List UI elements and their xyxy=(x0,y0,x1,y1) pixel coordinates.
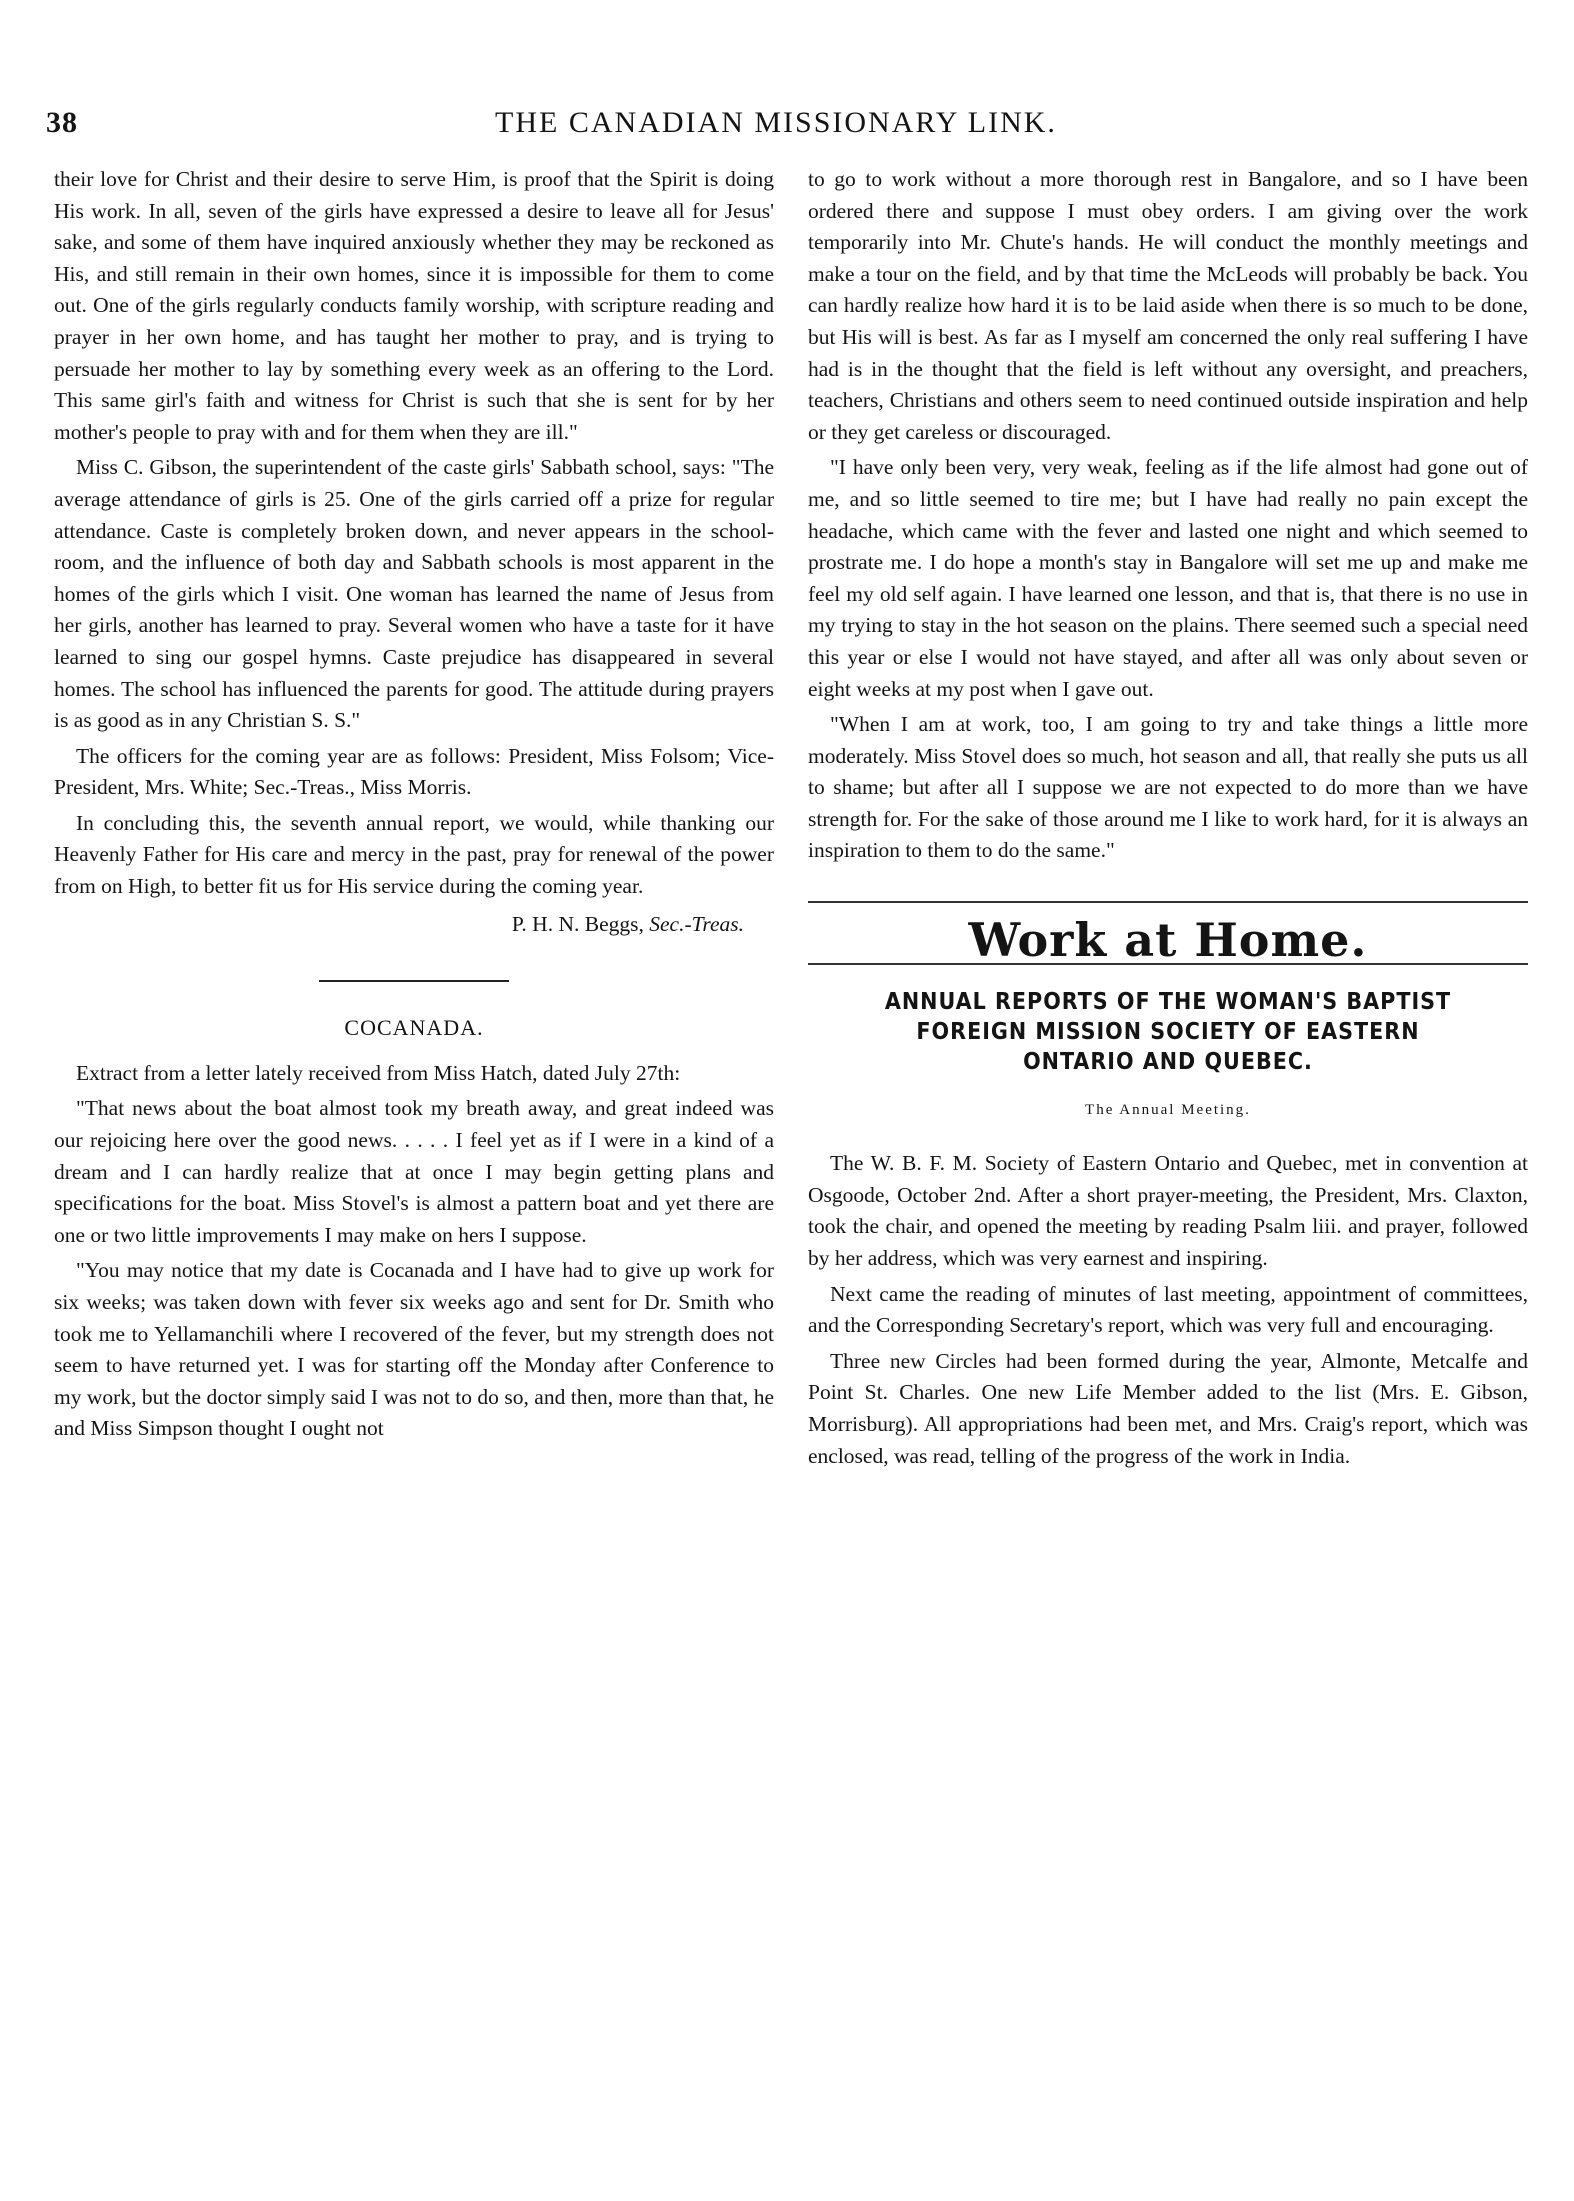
page-header xyxy=(46,100,1506,150)
paragraph: "That news about the boat almost took my breath away, and great indeed was our rejoicing here over the good news. . . . . I feel yet as if I were in a kind of a dream and I can hardly realize that at once I may begin getting plans and specifications for the boat. Miss Stovel's is almost a pattern boat and yet there are one or two little improvements I may make on hers I suppose. xyxy=(54,1096,774,1247)
paragraph: In concluding this, the seventh annual report, we would, while thanking our Heavenly Father for His care and mercy in the past, pray for renewal of the power from on High, to better fit us for His service during the coming year. xyxy=(54,810,774,899)
paragraph: "I have only been very, very weak, feeling as if the life almost had gone out of me, and so little seemed to tire me; but I have had really no pain except the headache, which came with the fever and lasted one night and which seemed to prostrate me. I do hope a month's stay in Bangalore will set me up and make me feel my old self again. I have learned one lesson, and that is, that there is no use in my trying to stay in the hot season on the plains. There seemed such a special need this year or else I would not have stayed, and after all was only about seven or eight weeks at my post when I gave out. xyxy=(808,455,1528,701)
report-title-line: ONTARIO AND QUEBEC. xyxy=(1023,1048,1313,1075)
running-title: THE CANADIAN MISSIONARY LINK. xyxy=(495,106,1057,139)
signature-name: P. H. N. Beggs, xyxy=(511,911,644,936)
paragraph: Next came the reading of minutes of last meeting, appointment of committees, and the Corresponding Secretary's report, which was very full and encouraging. xyxy=(808,1281,1528,1338)
report-title-line: ANNUAL REPORTS OF THE WOMAN'S BAPTIST xyxy=(884,988,1452,1015)
section-divider xyxy=(808,901,1528,903)
right-column xyxy=(808,164,1528,1476)
paragraph: "You may notice that my date is Cocanada and I have had to give up work for six weeks; was taken down with fever six weeks ago and sent for Dr. Smith who took me to Yellamanchili where I recovered of the fever, but my strength does not seem to have returned yet. I was for starting off the Monday after Conference to my work, but the doctor simply said I was not to do so, and then, more than that, he and Miss Simpson thought I ought not xyxy=(54,1258,774,1441)
paragraph: The officers for the coming year are as follows: President, Miss Folsom; Vice-President, Mrs. White; Sec.-Treas., Miss Morris. xyxy=(54,743,774,800)
section-banner: Work at Home. xyxy=(968,913,1368,968)
signature-role: Sec.-Treas. xyxy=(649,911,744,936)
paragraph: The W. B. F. M. Society of Eastern Ontario and Quebec, met in convention at Osgoode, October 2nd. After a short prayer-meeting, the President, Mrs. Claxton, took the chair, and opened the meeting by reading Psalm liii. and prayer, followed by her address, which was very earnest and inspiring. xyxy=(808,1151,1528,1271)
section-divider xyxy=(319,980,509,982)
subheading: The Annual Meeting. xyxy=(1085,1101,1251,1118)
page-number: 38 xyxy=(46,106,78,139)
report-title xyxy=(808,987,1528,1077)
paragraph: "When I am at work, too, I am going to try and take things a little more moderately. Miss Stovel does so much, hot season and all, that really she puts us all to shame; but after all I suppose we are not expected to do more than we have strength for. For the sake of those around me I like to work hard, for it is always an inspiration to them to do the same." xyxy=(808,712,1528,863)
report-title-line: FOREIGN MISSION SOCIETY OF EASTERN xyxy=(916,1018,1420,1045)
paragraph: their love for Christ and their desire to serve Him, is proof that the Spirit is doing His work. In all, seven of the girls have expressed a desire to leave all for Jesus' sake, and some of them have inquired anxiously whether they may be reckoned as His, and still remain in their own homes, since it is impossible for them to come out. One of the girls regularly conducts family worship, with scripture reading and prayer in her own home, and has taught her mother to pray, and is trying to persuade her mother to lay by something every week as an offering to the Lord. This same girl's faith and witness for Christ is such that she is sent for by her mother's people to pray with and for them when they are ill." xyxy=(54,167,774,444)
left-column xyxy=(54,164,774,1449)
paragraph: Miss C. Gibson, the superintendent of the caste girls' Sabbath school, says: "The average attendance of girls is 25. One of the girls carried off a prize for regular attendance. Caste is completely broken down, and never appears in the school-room, and the influence of both day and Sabbath schools is most apparent in the homes of the girls which I visit. One woman has learned the name of Jesus from her girls, another has learned to pray. Several women who have a taste for it have learned to sing our gospel hymns. Caste prejudice has disappeared in several homes. The school has influenced the parents for good. The attitude during prayers is as good as in any Christian S. S." xyxy=(54,455,774,733)
section-heading: COCANADA. xyxy=(344,1015,484,1041)
paragraph: to go to work without a more thorough rest in Bangalore, and so I have been ordered there and suppose I must obey orders. I am giving over the work temporarily into Mr. Chute's hands. He will conduct the monthly meetings and make a tour on the field, and by that time the McLeods will probably be back. You can hardly realize how hard it is to be laid aside when there is so much to be done, but His will is best. As far as I myself am concerned the only real suffering I have had is in the thought that the field is left without any oversight, and preachers, teachers, Christians and others seem to need continued outside inspiration and help or they get careless or discouraged. xyxy=(808,167,1528,444)
paragraph: Three new Circles had been formed during the year, Almonte, Metcalfe and Point St. Charles. One new Life Member added to the list (Mrs. E. Gibson, Morrisburg). All appropriations had been met, and Mrs. Craig's report, which was enclosed, was read, telling of the progress of the work in India. xyxy=(808,1348,1528,1468)
paragraph: Extract from a letter lately received from Miss Hatch, dated July 27th: xyxy=(76,1060,681,1085)
signature xyxy=(54,909,774,941)
